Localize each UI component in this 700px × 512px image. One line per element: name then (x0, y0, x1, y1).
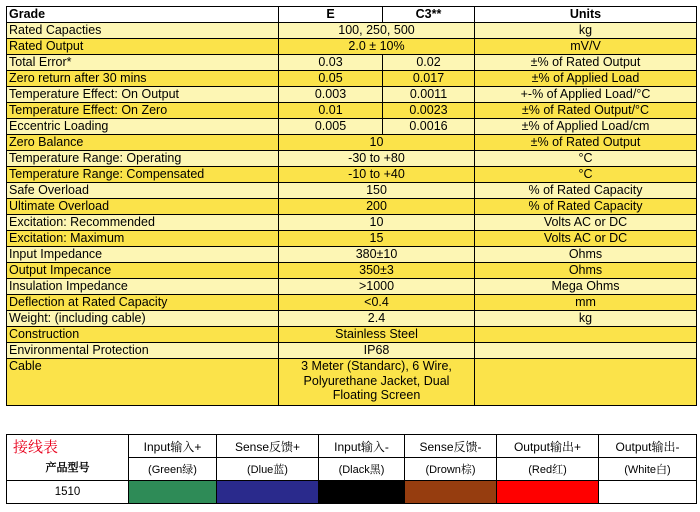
spec-value-c3: 0.017 (383, 71, 475, 87)
spec-unit: ±% of Applied Load (475, 71, 697, 87)
spec-body (7, 23, 697, 406)
spec-label: Output Impecance (7, 263, 279, 279)
spec-label: Environmental Protection (7, 343, 279, 359)
spec-label: Zero Balance (7, 135, 279, 151)
spec-label: Deflection at Rated Capacity (7, 295, 279, 311)
spec-value: 2.4 (279, 311, 475, 327)
spec-unit: mV/V (475, 39, 697, 55)
spec-unit: % of Rated Capacity (475, 183, 697, 199)
wiring-swatch-row (7, 481, 697, 504)
wiring-table (6, 434, 697, 504)
spec-label: Excitation: Maximum (7, 231, 279, 247)
brown-swatch (405, 481, 496, 503)
swatch-cell-5 (599, 481, 697, 504)
wire-color-5: (White白) (599, 458, 697, 481)
spec-unit: kg (475, 23, 697, 39)
wire-name-1: Sense反馈+ (217, 435, 319, 458)
spec-row (7, 183, 697, 199)
wire-name-3: Sense反馈- (405, 435, 497, 458)
spec-row (7, 119, 697, 135)
spec-header-row (7, 7, 697, 23)
wiring-name-row (7, 435, 697, 458)
spec-value: 200 (279, 199, 475, 215)
wire-name-5: Output输出- (599, 435, 697, 458)
spec-row (7, 231, 697, 247)
spec-value: 100, 250, 500 (279, 23, 475, 39)
wire-color-3: (Drown棕) (405, 458, 497, 481)
spec-unit: mm (475, 295, 697, 311)
swatch-cell-2 (319, 481, 405, 504)
spec-unit: Ohms (475, 247, 697, 263)
wire-name-0: Input输入+ (129, 435, 217, 458)
spec-unit: Volts AC or DC (475, 231, 697, 247)
spec-value-c3: 0.0011 (383, 87, 475, 103)
wire-color-1: (Dlue蓝) (217, 458, 319, 481)
wiring-title: 接线表 (13, 438, 59, 456)
spec-value: 10 (279, 135, 475, 151)
red-swatch (497, 481, 598, 503)
header-c3: C3** (383, 7, 475, 23)
spec-value: IP68 (279, 343, 475, 359)
spec-unit: kg (475, 311, 697, 327)
spec-unit: +-% of Applied Load/°C (475, 87, 697, 103)
spec-unit: ±% of Rated Output (475, 135, 697, 151)
spec-unit (475, 343, 697, 359)
header-grade: Grade (7, 7, 279, 23)
spec-label: Insulation Impedance (7, 279, 279, 295)
wire-name-2: Input输入- (319, 435, 405, 458)
spec-value: 10 (279, 215, 475, 231)
spec-label: Input Impedance (7, 247, 279, 263)
spec-label: Eccentric Loading (7, 119, 279, 135)
spec-value-e: 0.05 (279, 71, 383, 87)
spec-row (7, 311, 697, 327)
specification-table (6, 6, 697, 406)
spec-value: -30 to +80 (279, 151, 475, 167)
header-e: E (279, 7, 383, 23)
spec-value: 15 (279, 231, 475, 247)
swatch-cell-0 (129, 481, 217, 504)
spec-label: Rated Output (7, 39, 279, 55)
spec-row (7, 39, 697, 55)
spec-label: Temperature Range: Compensated (7, 167, 279, 183)
spec-label: Construction (7, 327, 279, 343)
spec-value: 150 (279, 183, 475, 199)
spec-value-c3: 0.0016 (383, 119, 475, 135)
spec-value: 3 Meter (Standarc), 6 Wire, Polyurethane Jacket, Dual Floating Screen (279, 359, 475, 406)
spec-value-c3: 0.0023 (383, 103, 475, 119)
spec-row (7, 103, 697, 119)
spec-value-e: 0.003 (279, 87, 383, 103)
spec-label: Safe Overload (7, 183, 279, 199)
spec-unit: Volts AC or DC (475, 215, 697, 231)
spec-value-e: 0.005 (279, 119, 383, 135)
spec-unit: % of Rated Capacity (475, 199, 697, 215)
spec-row (7, 359, 697, 406)
blue-swatch (217, 481, 318, 503)
spec-value: Stainless Steel (279, 327, 475, 343)
spec-row (7, 295, 697, 311)
spec-label: Weight: (including cable) (7, 311, 279, 327)
spec-row (7, 279, 697, 295)
swatch-cell-3 (405, 481, 497, 504)
spec-label: Zero return after 30 mins (7, 71, 279, 87)
white-swatch (599, 481, 696, 503)
spec-unit: ±% of Rated Output (475, 55, 697, 71)
black-swatch (319, 481, 404, 503)
spec-value: 350±3 (279, 263, 475, 279)
spec-unit: ±% of Rated Output/°C (475, 103, 697, 119)
spec-unit: ±% of Applied Load/cm (475, 119, 697, 135)
spec-row (7, 263, 697, 279)
spec-row (7, 215, 697, 231)
header-units: Units (475, 7, 697, 23)
spec-label: Temperature Effect: On Zero (7, 103, 279, 119)
wire-color-0: (Green绿) (129, 458, 217, 481)
spec-row (7, 151, 697, 167)
wire-color-4: (Red红) (497, 458, 599, 481)
spec-row (7, 71, 697, 87)
spec-value: >1000 (279, 279, 475, 295)
spec-label: Cable (7, 359, 279, 406)
spec-row (7, 343, 697, 359)
spec-unit: Ohms (475, 263, 697, 279)
spec-unit (475, 327, 697, 343)
spec-row (7, 167, 697, 183)
spec-row (7, 87, 697, 103)
spec-row (7, 23, 697, 39)
spec-row (7, 135, 697, 151)
spec-unit: °C (475, 167, 697, 183)
spec-label: Excitation: Recommended (7, 215, 279, 231)
spec-value-e: 0.03 (279, 55, 383, 71)
spec-value-e: 0.01 (279, 103, 383, 119)
wiring-title-cell (7, 435, 129, 481)
spec-unit: Mega Ohms (475, 279, 697, 295)
spec-unit: °C (475, 151, 697, 167)
wire-color-2: (Dlack黑) (319, 458, 405, 481)
spec-row (7, 199, 697, 215)
spec-value: -10 to +40 (279, 167, 475, 183)
swatch-cell-1 (217, 481, 319, 504)
model-label: 产品型号 (45, 461, 90, 474)
spec-unit (475, 359, 697, 406)
green-swatch (129, 481, 216, 503)
spec-row (7, 55, 697, 71)
swatch-cell-4 (497, 481, 599, 504)
spec-value: <0.4 (279, 295, 475, 311)
spec-value-c3: 0.02 (383, 55, 475, 71)
model-number: 1510 (7, 481, 129, 504)
spec-value: 2.0 ± 10% (279, 39, 475, 55)
spec-label: Ultimate Overload (7, 199, 279, 215)
spec-label: Rated Capacties (7, 23, 279, 39)
spec-label: Temperature Effect: On Output (7, 87, 279, 103)
spec-row (7, 327, 697, 343)
spec-row (7, 247, 697, 263)
spec-label: Temperature Range: Operating (7, 151, 279, 167)
wire-name-4: Output输出+ (497, 435, 599, 458)
spec-label: Total Error* (7, 55, 279, 71)
spec-value: 380±10 (279, 247, 475, 263)
